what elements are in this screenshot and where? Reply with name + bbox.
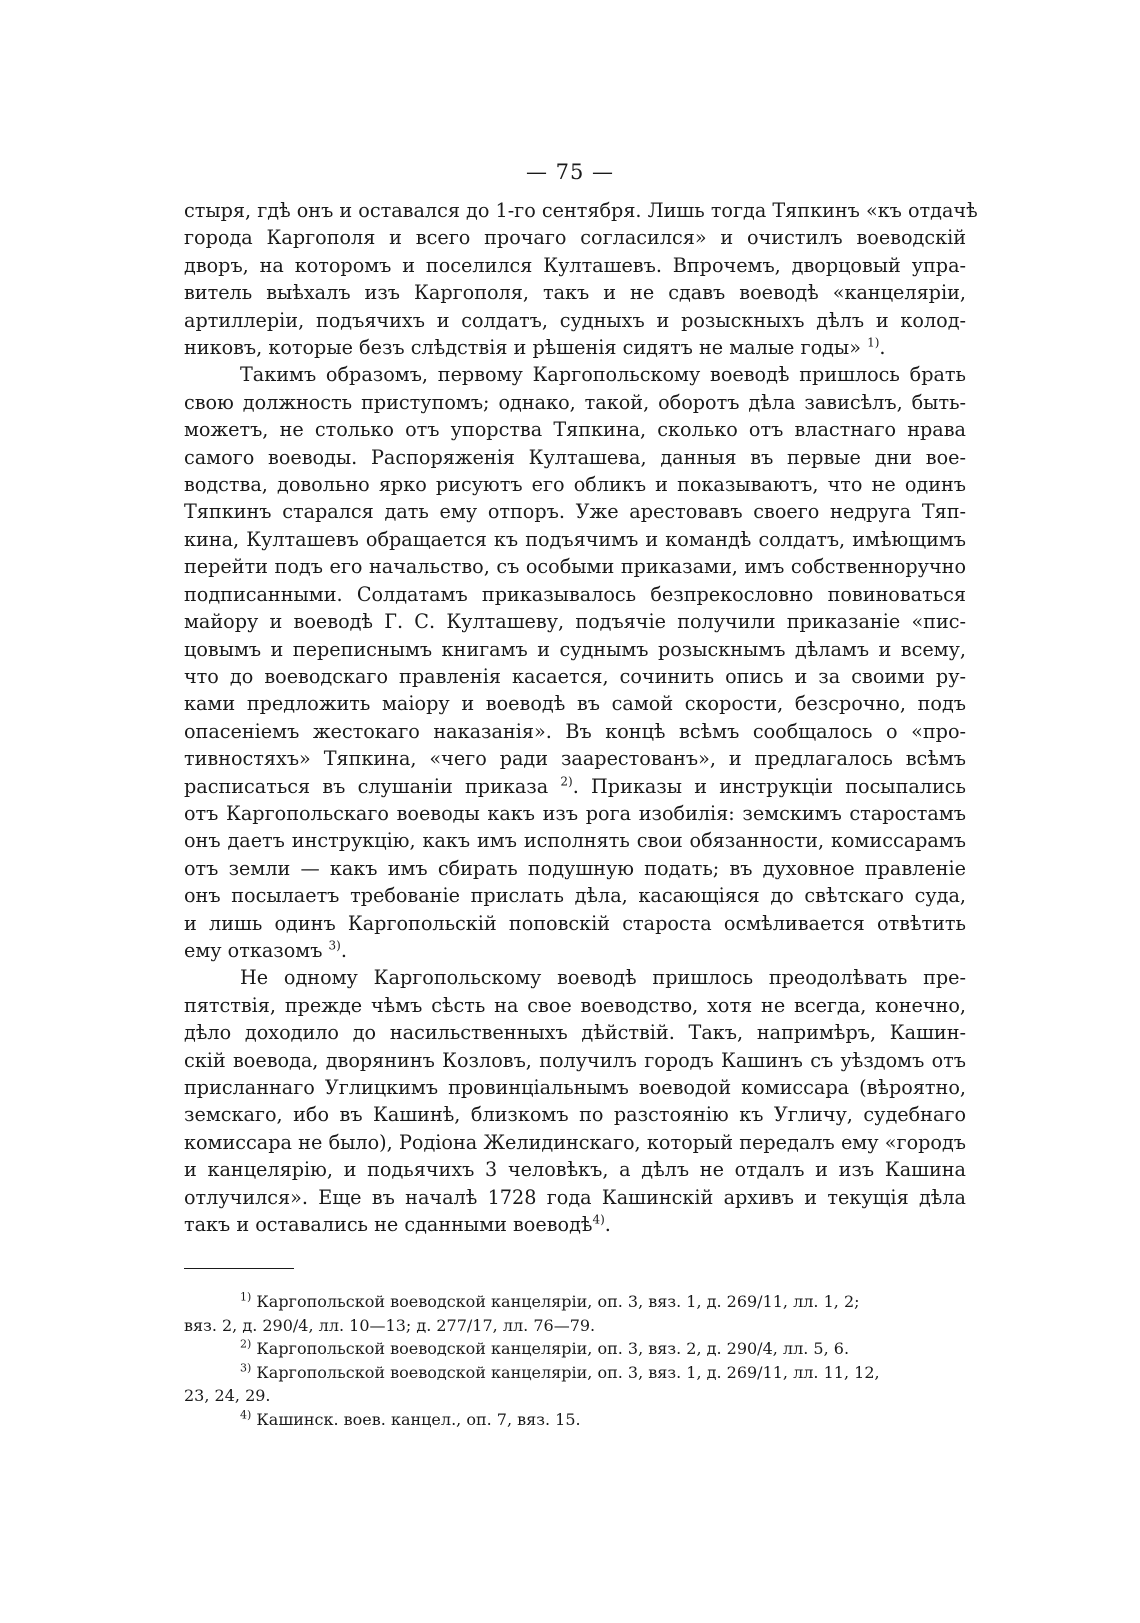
text-line: отъ земли — какъ имъ сбирать подушную подать; въ духовное правленіе [184,856,966,880]
footnote-mark: 2) [240,1337,252,1351]
text-line: пятствія, прежде чѣмъ сѣсть на свое воеводство, хотя не всегда, конечно, [184,993,966,1017]
text-line: отъ Каргопольскаго воеводы какъ изъ рога изобилія: земскимъ старостамъ [184,801,966,825]
text-line: Тяпкинъ старался дать ему отпоръ. Уже арестовавъ своего недруга Тяп- [184,500,966,524]
footnote-ref: 4) [592,1212,605,1227]
page-number: — 75 — [525,160,615,184]
text-fragment: . [604,1213,611,1237]
footnote-separator [184,1268,294,1269]
text-line: артиллеріи, подъячихъ и солдатъ, судныхъ и розыскныхъ дѣлъ и колод- [184,308,966,332]
text-line: и канцелярію, и подьячихъ 3 человѣкъ, а дѣлъ не отдалъ и изъ Кашина [184,1158,966,1182]
footnote-mark: 4) [240,1408,252,1422]
text-line: и лишь одинъ Каргопольскій поповскій староста осмѣливается отвѣтить [184,911,966,935]
footnote-1 [184,1290,966,1314]
text-line [184,1211,966,1238]
footnote-text: Каргопольской воеводской канцеляріи, оп. 3, вяз. 1, д. 269/11, лл. 11, 12, [256,1362,880,1382]
text-line: витель выѣхалъ изъ Каргополя, такъ и не сдавъ воеводѣ «канцеляріи, [184,281,966,305]
footnote-1-cont: вяз. 2, д. 290/4, лл. 10—13; д. 277/17, лл. 76—79. [184,1315,596,1335]
footnote-ref: 2) [560,774,573,789]
text-fragment: такъ и оставались не сданными воеводѣ [184,1213,593,1237]
text-line: майору и воеводѣ Г. С. Култашеву, подъячіе получили приказаніе «пис- [184,610,966,634]
paragraph-3 [184,964,966,1238]
text-fragment: . [879,336,886,360]
text-fragment: никовъ, которые безъ слѣдствія и рѣшенія сидятъ не малые годы» [184,336,861,360]
text-line: можетъ, не столько отъ упорства Тяпкина, сколько отъ властнаго нрава [184,418,966,442]
text-line: онъ посылаетъ требованіе прислать дѣла, касающіяся до свѣтскаго суда, [184,884,966,908]
text-line: земскаго, ибо въ Кашинѣ, близкомъ по разстоянію къ Угличу, судебнаго [184,1103,966,1127]
text-line: свою должность приступомъ; однако, такой, оборотъ дѣла зависѣлъ, быть- [184,390,966,414]
footnote-3-cont: 23, 24, 29. [184,1386,271,1405]
footnotes [184,1290,966,1431]
text-line: водства, довольно ярко рисуютъ его обликъ и показываютъ, что не одинъ [184,473,966,497]
text-fragment: расписаться въ слушаніи приказа [184,774,549,798]
text-line: Такимъ образомъ, первому Каргопольскому воеводѣ пришлось брать [240,363,966,387]
footnote-text: Кашинск. воев. канцел., оп. 7, вяз. 15. [256,1409,581,1429]
text-line: что до воеводскаго правленія касается, сочинить опись и за своими ру- [184,664,966,688]
text-fragment: ему отказомъ [184,938,323,962]
paragraph-1 [184,197,978,361]
text-line: кина, Култашевъ обращается къ подъячимъ и командѣ солдатъ, имѣющимъ [184,527,966,551]
text-line: отлучился». Еще въ началѣ 1728 года Кашинскій архивъ и текущія дѣла [184,1185,966,1209]
body-text [184,197,978,1238]
text-fragment: . Приказы и инструкціи посыпались [572,774,966,798]
text-line: дѣло доходило до насильственныхъ дѣйствій. Такъ, напримѣръ, Кашин- [184,1021,966,1045]
text-line [184,773,966,800]
footnote-ref: 3) [328,938,341,953]
paragraph-2 [184,361,966,964]
text-line: опасеніемъ жестокаго наказанія». Въ концѣ всѣмъ сообщалось о «про- [184,719,966,743]
text-line: онъ даетъ инструкцію, какъ имъ исполнять свои обязанности, комиссарамъ [184,829,966,853]
text-line: перейти подъ его начальство, съ особыми приказами, имъ собственноручно [184,555,966,579]
footnote-mark: 3) [240,1361,252,1375]
text-line: скій воевода, дворянинъ Козловъ, получилъ городъ Кашинъ съ уѣздомъ отъ [184,1048,966,1072]
text-fragment: . [340,938,347,962]
text-line: подписанными. Солдатамъ приказывалось безпрекословно повиноваться [184,582,966,606]
text-line: присланнаго Углицкимъ провинціальнымъ воеводой комиссара (вѣроятно, [184,1076,966,1099]
text-line: самого воеводы. Распоряженія Култашева, данныя въ первые дни вое- [184,445,966,469]
footnote-2 [184,1337,966,1361]
footnote-ref: 1) [867,335,880,350]
footnote-text: Каргопольской воеводской канцеляріи, оп. 3, вяз. 2, д. 290/4, лл. 5, 6. [256,1339,850,1358]
text-line: города Каргополя и всего прочаго согласился» и очистилъ воеводскій [184,226,966,250]
text-line [184,937,966,964]
text-line [184,334,966,361]
footnote-text: Каргопольской воеводской канцеляріи, оп. 3, вяз. 1, д. 269/11, лл. 1, 2; [256,1292,860,1311]
text-line: комиссара не было), Родіона Желидинскаго, который передалъ ему «городъ [184,1130,966,1154]
text-line: стыря, гдѣ онъ и оставался до 1-го сентября. Лишь тогда Тяпкинъ «къ отдачѣ [184,199,978,222]
footnote-3 [184,1361,966,1385]
text-line: тивностяхъ» Тяпкина, «чего ради заарестованъ», и предлагалось всѣмъ [184,747,966,771]
footnote-4 [184,1408,966,1432]
text-line: дворъ, на которомъ и поселился Култашевъ. Впрочемъ, дворцовый упра- [184,253,966,277]
text-line: ками предложить маіору и воеводѣ въ самой скорости, безсрочно, подъ [184,692,966,716]
text-line: Не одному Каргопольскому воеводѣ пришлось преодолѣвать пре- [240,966,966,990]
text-line: цовымъ и переписнымъ книгамъ и суднымъ розыскнымъ дѣламъ и всему, [184,637,966,661]
footnote-mark: 1) [240,1290,252,1304]
